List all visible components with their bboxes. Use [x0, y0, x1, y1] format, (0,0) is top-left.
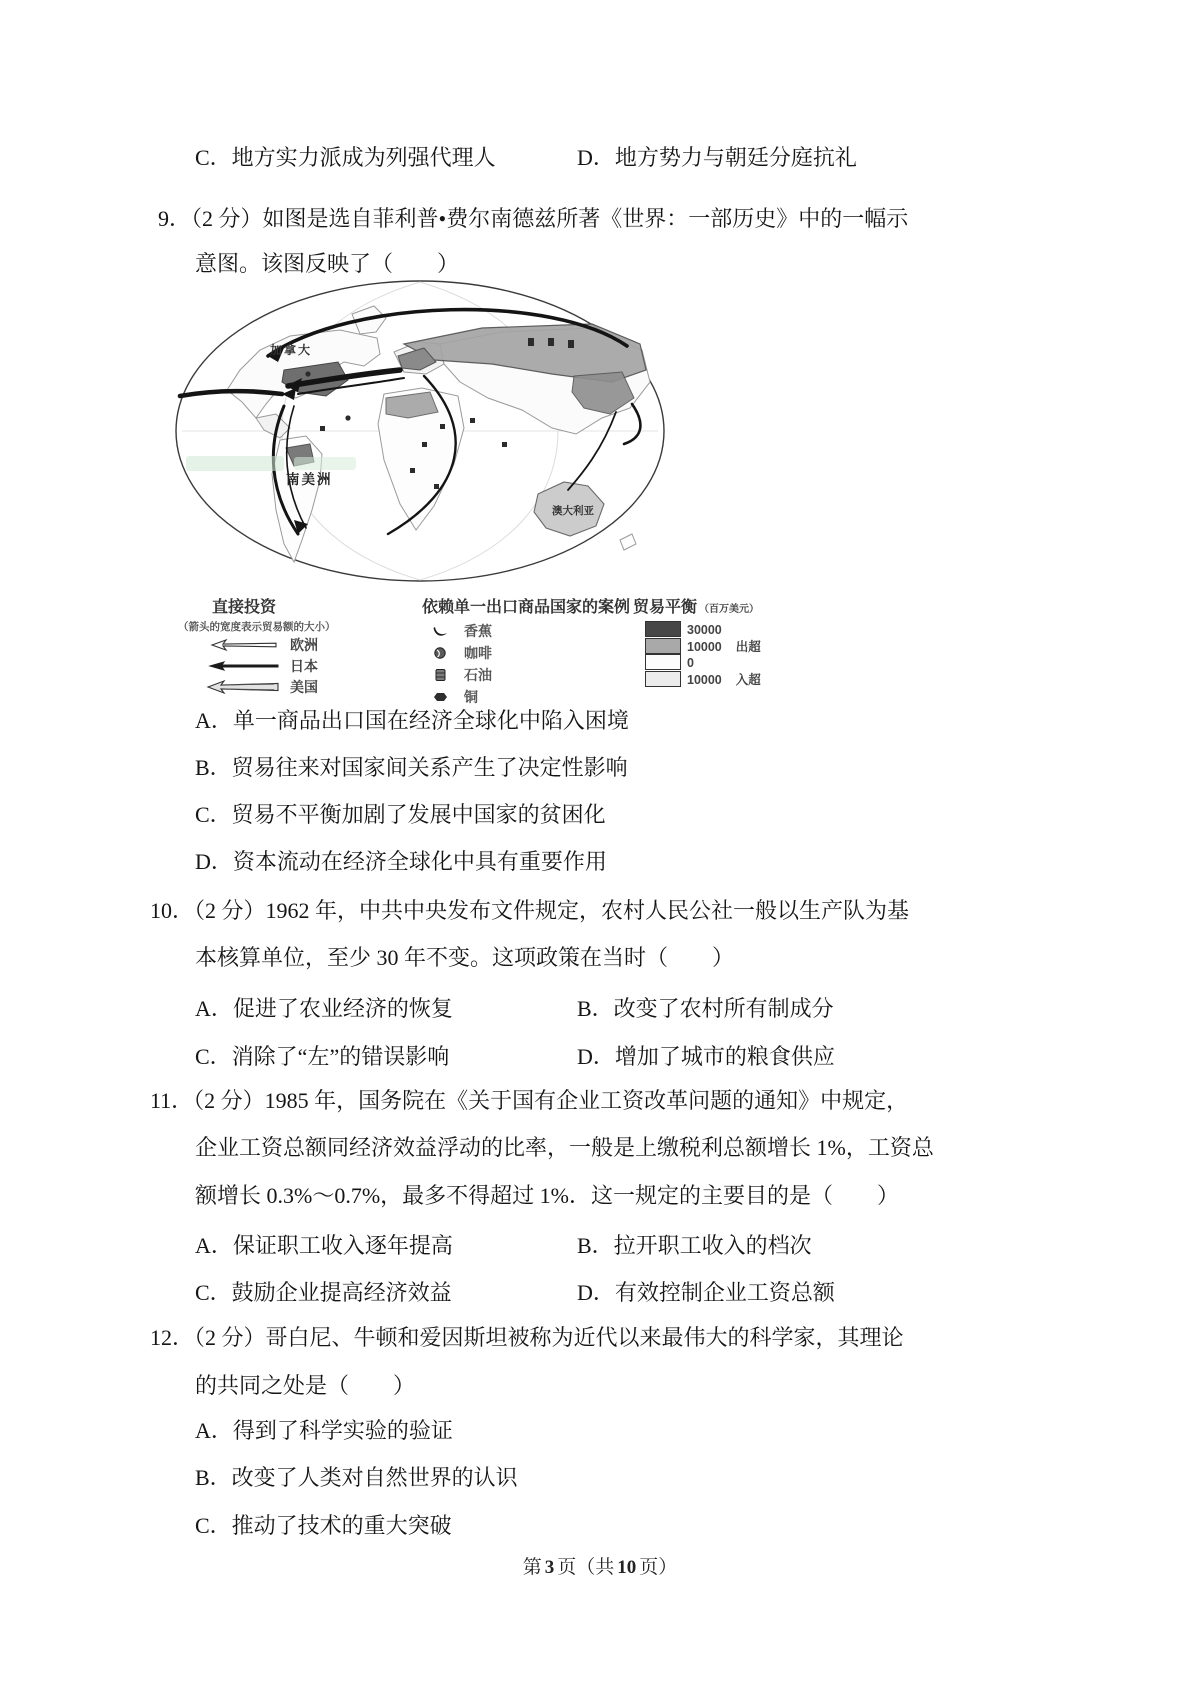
- q10-stem-line2: 本核算单位，至少 30 年不变。这项政策在当时（ ）: [195, 945, 735, 970]
- q11-option-a: A．保证职工收入逐年提高: [195, 1233, 453, 1258]
- coffee-bean-icon: [432, 646, 450, 660]
- usa-arrow-icon: [204, 679, 282, 695]
- legend-single-export-title: 依赖单一出口商品国家的案例: [422, 599, 631, 616]
- legend-label-banana: 香蕉: [464, 622, 492, 639]
- q10-option-d: D．增加了城市的粮食供应: [577, 1044, 835, 1069]
- legend-label-coffee: 咖啡: [464, 644, 492, 661]
- world-map: [172, 278, 872, 592]
- q9-stem-line2: 意图。该图反映了（ ）: [195, 251, 460, 276]
- trade-balance-row-4: [645, 670, 761, 688]
- legend-row-europe: [178, 635, 408, 655]
- trade-balance-label-surplus: 出超: [735, 640, 761, 654]
- map-watermark: [186, 456, 356, 471]
- q9-option-c: C．贸易不平衡加剧了发展中国家的贫困化: [195, 802, 606, 827]
- q9-option-a: A．单一商品出口国在经济全球化中陷入困境: [195, 708, 629, 733]
- q12-option-b: B．改变了人类对自然世界的认识: [195, 1465, 518, 1490]
- q12-stem-line1: 12．（2 分）哥白尼、牛顿和爱因斯坦被称为近代以来最伟大的科学家，其理论: [150, 1325, 904, 1350]
- map-legend: [178, 594, 868, 706]
- q11-stem-line2: 企业工资总额同经济效益浮动的比率，一般是上缴税利总额增长 1%，工资总: [195, 1135, 934, 1160]
- map-label-canada: 加拿大: [270, 343, 313, 357]
- trade-balance-swatch-0: [645, 654, 681, 670]
- trade-balance-tick-30000: 30000: [687, 622, 722, 637]
- footer-part2: 页（共: [557, 1557, 615, 1578]
- trade-balance-tick-0: 0: [687, 655, 694, 670]
- legend-single-export: [422, 594, 631, 706]
- q10-option-c: C．消除了“左”的错误影响: [195, 1044, 450, 1069]
- world-trade-map-figure: [172, 278, 872, 592]
- map-label-south-america: 南美洲: [286, 472, 333, 487]
- q9-option-d: D．资本流动在经济全球化中具有重要作用: [195, 849, 607, 874]
- footer-total-pages: 10: [617, 1557, 637, 1578]
- q12-option-a: A．得到了科学实验的验证: [195, 1418, 453, 1443]
- trade-balance-swatch-30000: [645, 621, 681, 637]
- q11-option-d: D．有效控制企业工资总额: [577, 1280, 835, 1305]
- q9-option-b: B．贸易往来对国家间关系产生了决定性影响: [195, 755, 628, 780]
- trade-balance-tick-10000-surplus: 10000: [687, 640, 722, 654]
- trade-balance-scale: [645, 622, 761, 688]
- banana-icon: [432, 624, 450, 638]
- page-footer: [0, 1552, 1200, 1579]
- q11-option-b: B．拉开职工收入的档次: [577, 1233, 812, 1258]
- legend-direct-investment: [178, 594, 408, 697]
- q10-stem-line1: 10．（2 分）1962 年，中共中央发布文件规定，农村人民公社一般以生产队为基: [150, 898, 910, 923]
- new-zealand-shape: [620, 534, 636, 550]
- q11-option-c: C．鼓励企业提高经济效益: [195, 1280, 452, 1305]
- footer-part1: 第: [522, 1557, 542, 1578]
- trade-balance-row-3: [645, 655, 761, 670]
- legend-row-banana: [422, 621, 618, 640]
- legend-row-usa: [178, 677, 408, 697]
- legend-row-copper: [422, 687, 618, 706]
- trade-balance-swatch-10000-surplus: [645, 638, 681, 654]
- legend-label-usa: 美国: [290, 679, 318, 695]
- q10-option-b: B．改变了农村所有制成分: [577, 996, 834, 1021]
- trade-balance-row-2: [645, 637, 761, 655]
- trade-balance-tick-10000-deficit: 10000: [687, 673, 722, 687]
- legend-row-japan: [178, 656, 408, 676]
- q9-stem-line1: 9．（2 分）如图是选自菲利普•费尔南德兹所著《世界：一部历史》中的一幅示: [158, 206, 909, 231]
- map-label-australia: 澳大利亚: [552, 505, 594, 517]
- q11-stem-line3: 额增长 0.3%～0.7%，最多不得超过 1%．这一规定的主要目的是（ ）: [195, 1183, 899, 1208]
- legend-row-oil: [422, 665, 618, 684]
- trade-balance-label-deficit: 入超: [735, 673, 761, 687]
- footer-part3: 页）: [639, 1557, 678, 1578]
- legend-arrow-width-note: （箭头的宽度表示贸易额的大小）: [178, 621, 336, 633]
- footer-page-number: 3: [544, 1557, 555, 1578]
- q10-option-a: A．促进了农业经济的恢复: [195, 996, 453, 1021]
- japan-arrow-icon: [204, 658, 282, 674]
- trade-balance-row-1: [645, 622, 761, 637]
- legend-trade-balance: [633, 594, 761, 688]
- legend-direct-investment-title: 直接投资: [212, 599, 277, 616]
- legend-trade-balance-unit: （百万美元）: [699, 604, 760, 615]
- legend-label-japan: 日本: [290, 658, 318, 674]
- legend-label-europe: 欧洲: [290, 637, 318, 653]
- legend-trade-balance-title: 贸易平衡: [633, 599, 698, 616]
- copper-icon: [432, 690, 450, 704]
- prev-option-c: C．地方实力派成为列强代理人: [195, 145, 496, 170]
- europe-arrow-icon: [204, 637, 282, 653]
- q12-stem-line2: 的共同之处是（ ）: [195, 1373, 416, 1398]
- prev-option-d: D．地方势力与朝廷分庭抗礼: [577, 145, 857, 170]
- q12-option-c: C．推动了技术的重大突破: [195, 1513, 452, 1538]
- trade-balance-swatch-10000-deficit: [645, 671, 681, 687]
- oil-barrel-icon: [432, 668, 450, 682]
- q11-stem-line1: 11．（2 分）1985 年，国务院在《关于国有企业工资改革问题的通知》中规定，: [150, 1088, 909, 1113]
- legend-label-oil: 石油: [464, 666, 492, 683]
- legend-row-coffee: [422, 643, 618, 662]
- legend-label-copper: 铜: [464, 688, 478, 705]
